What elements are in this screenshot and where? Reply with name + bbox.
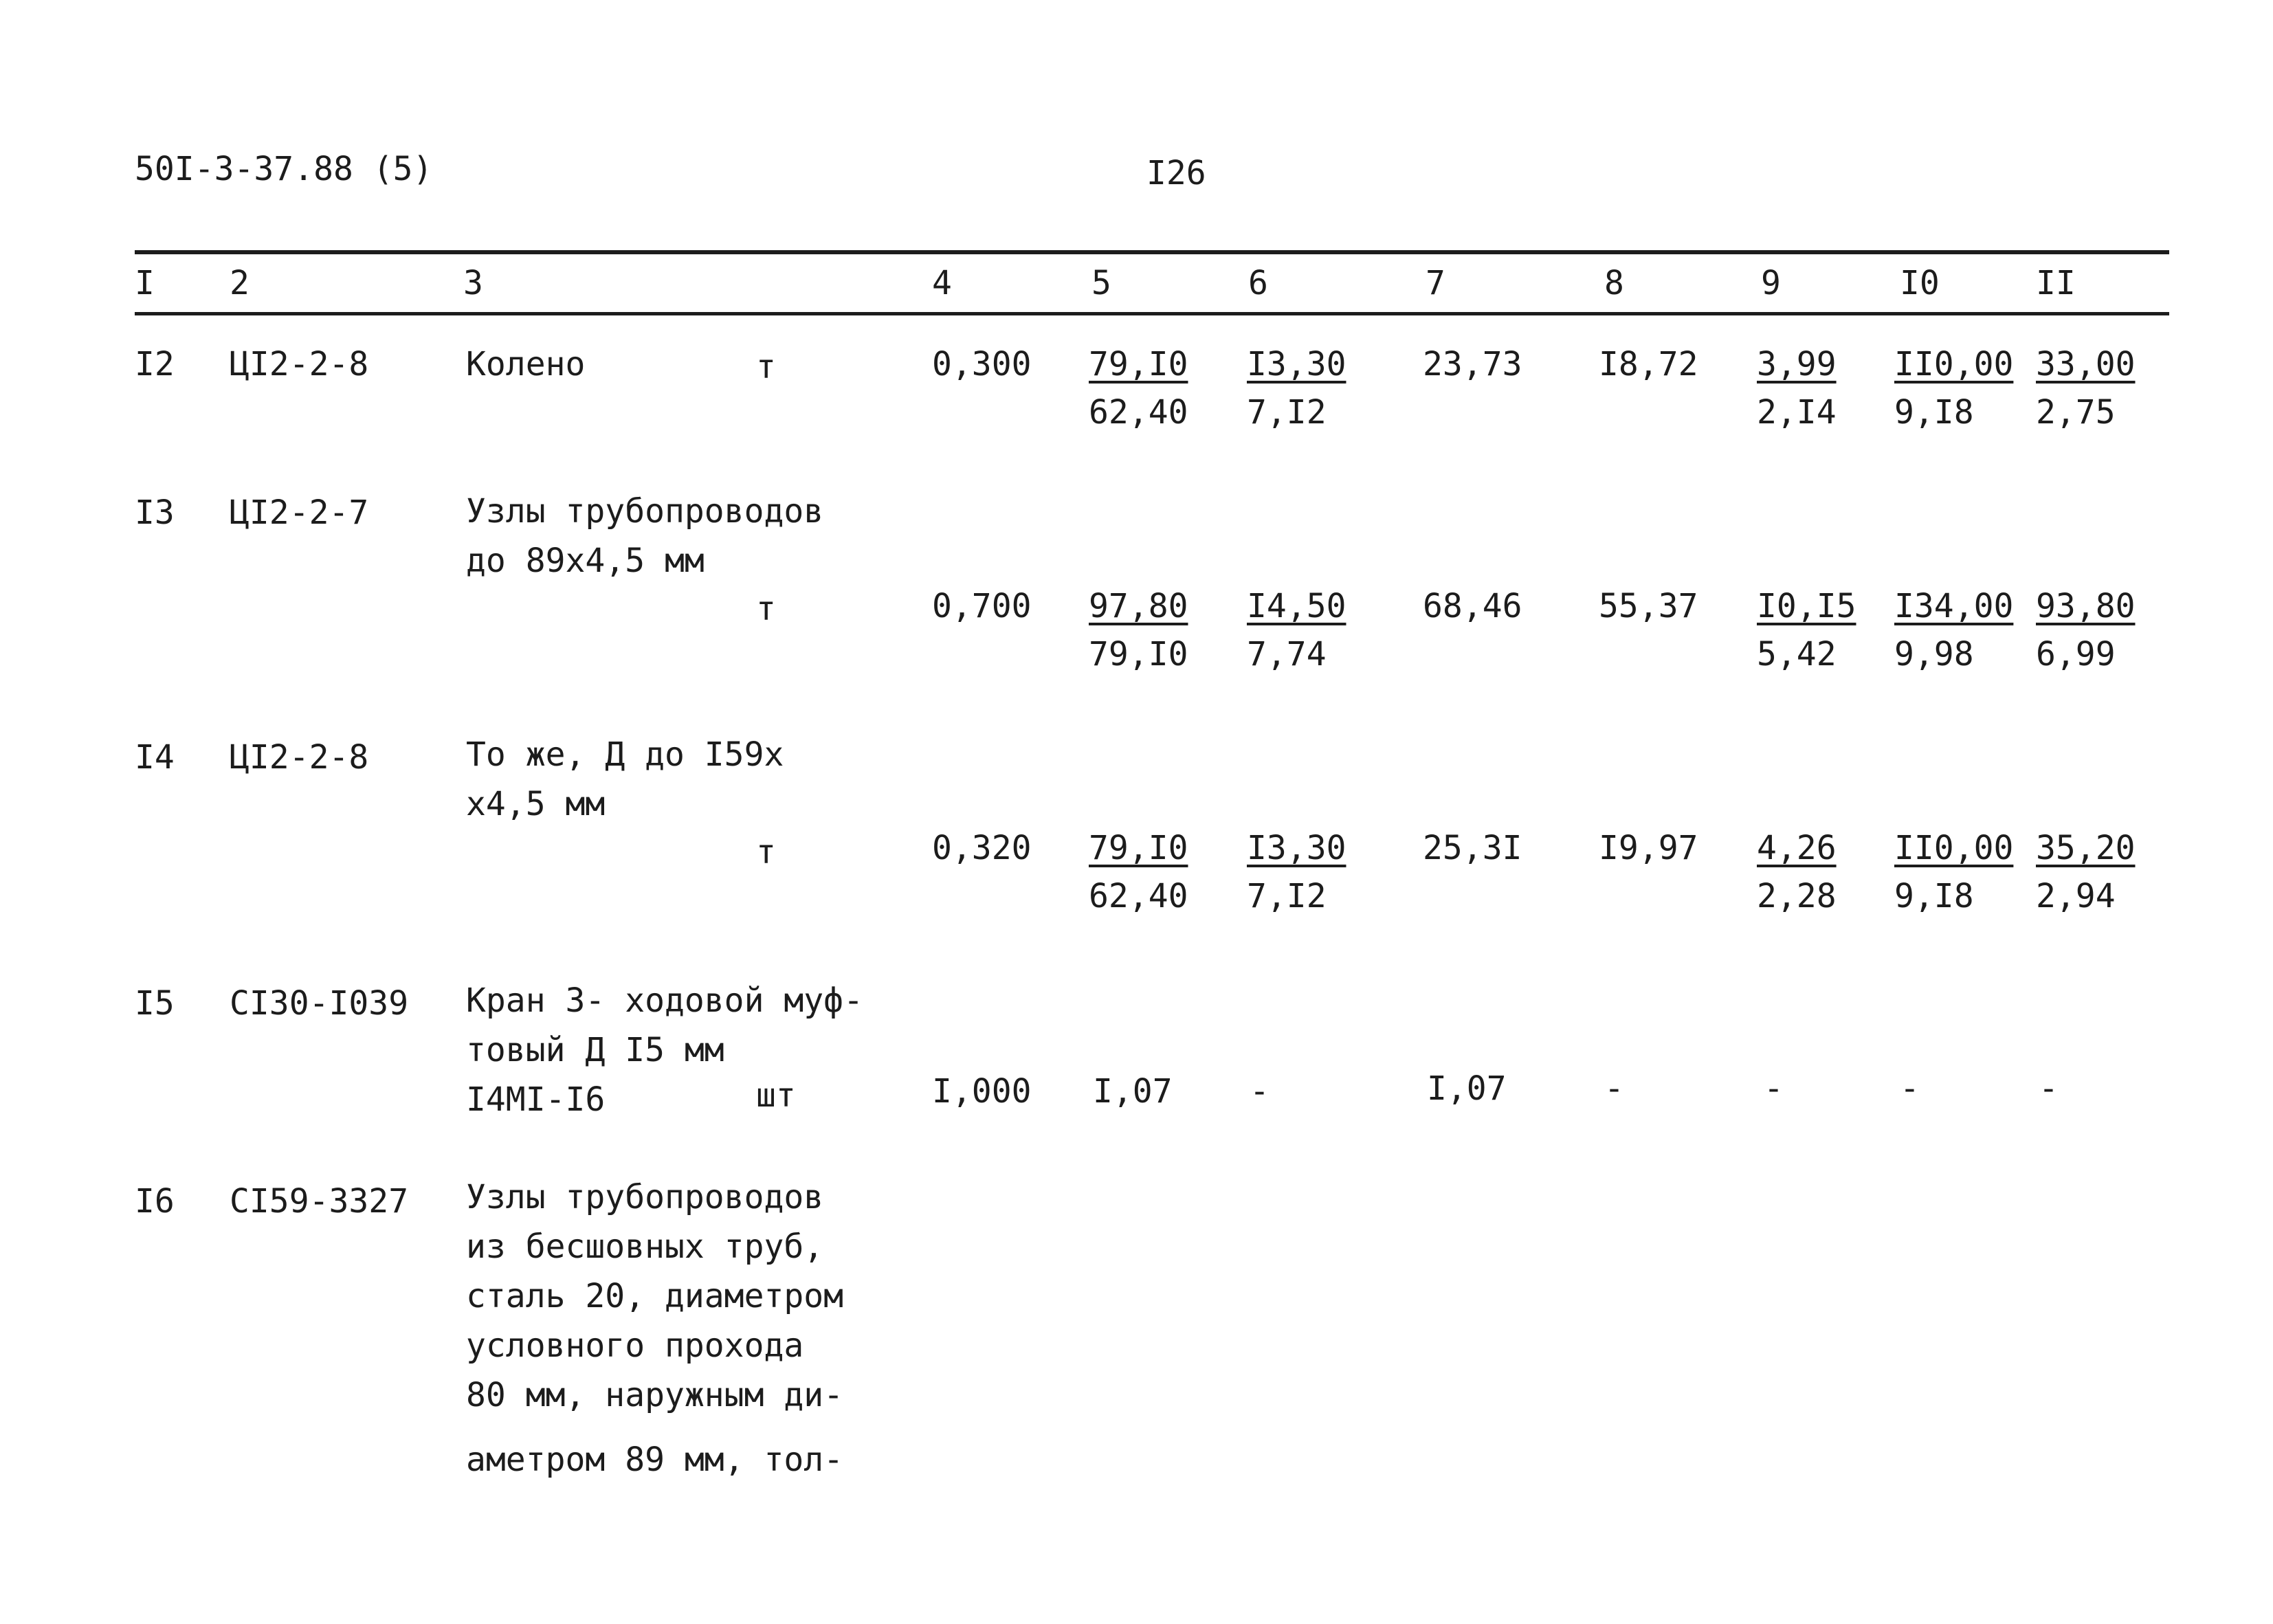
col9-bottom: 2,28 [1757,877,1837,915]
row-number: I4 [135,738,175,777]
col10-top: I34,00 [1894,587,2014,625]
unit: т [756,590,776,628]
table-header-rule [135,312,2169,315]
quantity: 0,320 [932,829,1032,867]
row-number: I2 [135,345,175,383]
unit: шт [756,1076,796,1115]
table-top-rule [135,250,2169,254]
col9-bottom: 5,42 [1757,635,1837,674]
col7-value: 68,46 [1423,587,1522,625]
item-description: Узлы трубопроводов до 89х4,5 мм [466,492,824,580]
column-header-10: I0 [1900,264,1940,302]
unit: т [756,833,776,871]
row-number: I3 [135,493,175,532]
col9-top: 3,99 [1757,345,1837,383]
col6-bottom: 7,I2 [1247,877,1327,915]
col7-value: 25,3I [1423,829,1522,867]
price-code: СI30-I039 [230,984,409,1023]
column-header-5: 5 [1091,264,1111,302]
col11-bottom: 2,94 [2036,877,2116,915]
item-description: Кран 3- ходовой муф- товый Д I5 мм I4МI-I6 [466,981,863,1119]
item-description: То же, Д до I59х х4,5 мм [466,735,784,823]
col11-bottom: 2,75 [2036,393,2116,432]
document-code: 50I-3-37.88 (5) [135,150,433,188]
col11-top: 33,00 [2036,345,2136,383]
col8-value: - [1604,1069,1624,1108]
column-header-6: 6 [1248,264,1268,302]
col5-bottom: 62,40 [1089,877,1188,915]
col10-bottom: 9,I8 [1894,393,1974,432]
col6-bottom: 7,74 [1247,635,1327,674]
unit: т [756,348,776,386]
column-header-11: II [2036,264,2076,302]
col10-bottom: 9,I8 [1894,877,1974,915]
col11-bottom: 6,99 [2036,635,2116,674]
quantity: I,000 [932,1072,1032,1111]
col10-top: II0,00 [1894,345,2014,383]
col6-top: I3,30 [1247,829,1346,867]
col6-value: - [1250,1072,1269,1111]
column-header-7: 7 [1426,264,1445,302]
col11-top: 93,80 [2036,587,2136,625]
col5-bottom: 62,40 [1089,393,1188,432]
column-header-3: 3 [463,264,483,302]
column-header-2: 2 [230,264,250,302]
col9-value: - [1764,1069,1784,1108]
col8-value: I8,72 [1599,345,1698,383]
col9-top: I0,I5 [1757,587,1856,625]
quantity: 0,700 [932,587,1032,625]
col5-top: 79,I0 [1089,829,1188,867]
col6-top: I4,50 [1247,587,1346,625]
price-code: ЦI2-2-7 [230,493,369,532]
col7-value: I,07 [1427,1069,1507,1108]
row-number: I6 [135,1182,175,1221]
item-description: Узлы трубопроводов из бесшовных труб, сталь 20, диаметром условного прохода 80 мм, наружным ди- аметром 89 мм, тол- [466,1178,844,1479]
col11-value: - [2039,1069,2059,1108]
col5-value: I,07 [1093,1072,1173,1111]
price-code: СI59-3327 [230,1182,409,1221]
price-code: ЦI2-2-8 [230,738,369,777]
price-code: ЦI2-2-8 [230,345,369,383]
col8-value: I9,97 [1599,829,1698,867]
row-number: I5 [135,984,175,1023]
col5-bottom: 79,I0 [1089,635,1188,674]
column-header-1: I [135,264,155,302]
col10-value: - [1900,1069,1920,1108]
col7-value: 23,73 [1423,345,1522,383]
column-header-9: 9 [1761,264,1781,302]
col5-top: 97,80 [1089,587,1188,625]
item-description: Колено [466,345,586,383]
page-number: I26 [1146,154,1206,192]
col6-top: I3,30 [1247,345,1346,383]
col9-bottom: 2,I4 [1757,393,1837,432]
col10-top: II0,00 [1894,829,2014,867]
col5-top: 79,I0 [1089,345,1188,383]
col9-top: 4,26 [1757,829,1837,867]
column-header-4: 4 [932,264,952,302]
quantity: 0,300 [932,345,1032,383]
col8-value: 55,37 [1599,587,1698,625]
col11-top: 35,20 [2036,829,2136,867]
col6-bottom: 7,I2 [1247,393,1327,432]
column-header-8: 8 [1604,264,1624,302]
col10-bottom: 9,98 [1894,635,1974,674]
